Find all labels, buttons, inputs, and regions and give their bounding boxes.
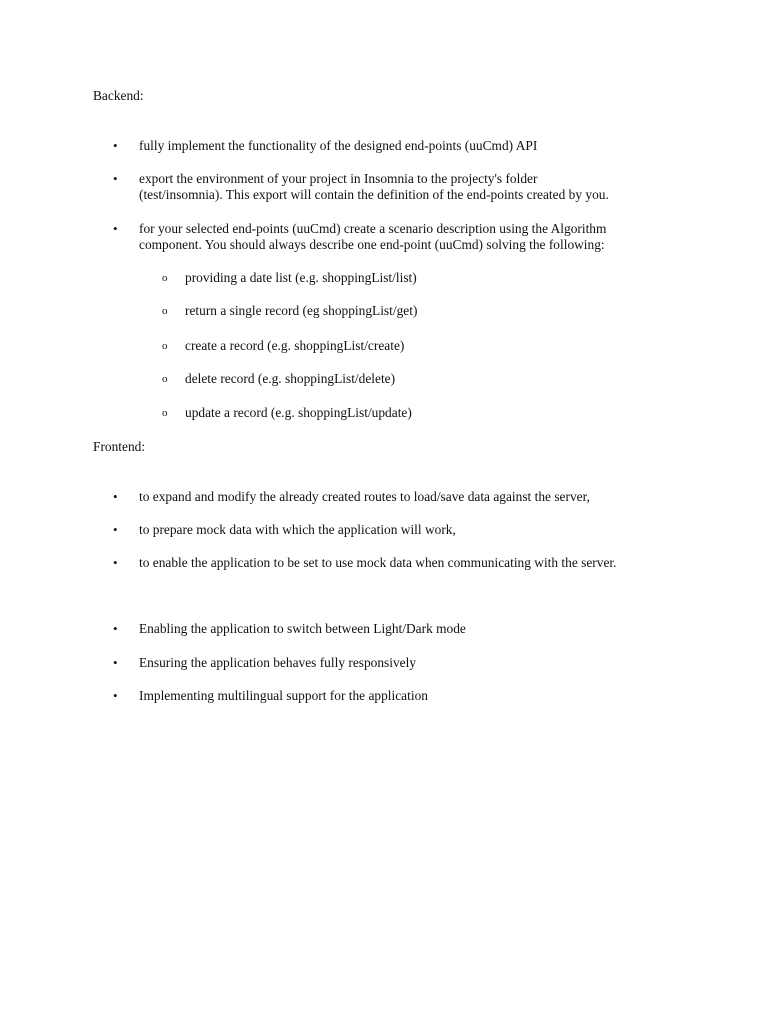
sub-bullet-icon: o [162,272,168,284]
sub-bullet-icon: o [162,373,168,385]
backend-heading: Backend: [93,88,144,103]
sub-item-update: update a record (e.g. shoppingList/update) [185,405,412,420]
backend-item-3-line-2: component. You should always describe one end-point (uuCmd) solving the following: [139,237,605,252]
bullet-icon: • [113,522,118,537]
bullet-icon: • [113,655,118,670]
sub-item-list: providing a date list (e.g. shoppingList/list) [185,270,417,285]
frontend-item-3: to enable the application to be set to use mock data when communicating with the server. [139,555,617,570]
backend-item-2-line-1: export the environment of your project in Insomnia to the projecty's folder [139,171,538,186]
extra-item-1: Enabling the application to switch between Light/Dark mode [139,621,466,636]
bullet-icon: • [113,138,118,153]
bullet-icon: • [113,555,118,570]
bullet-icon: • [113,171,118,186]
sub-bullet-icon: o [162,340,168,352]
extra-item-2: Ensuring the application behaves fully responsively [139,655,417,670]
bullet-icon: • [113,688,118,703]
sub-item-get: return a single record (eg shoppingList/get) [185,303,418,318]
backend-item-2-line-2: (test/insomnia). This export will contain the definition of the end-points created by you. [139,187,609,202]
bullet-icon: • [113,489,118,504]
bullet-icon: • [113,221,118,236]
sub-item-delete: delete record (e.g. shoppingList/delete) [185,371,396,386]
backend-item-3 [139,221,699,253]
frontend-heading: Frontend: [93,439,146,454]
backend-item-1: fully implement the functionality of the designed end-points (uuCmd) API [139,138,538,153]
sub-item-create: create a record (e.g. shoppingList/create) [185,338,405,353]
backend-item-3-line-1: for your selected end-points (uuCmd) create a scenario description using the Algorithm [139,221,607,236]
extra-item-3: Implementing multilingual support for the application [139,688,428,703]
frontend-item-2: to prepare mock data with which the application will work, [139,522,456,537]
backend-item-2 [139,171,699,203]
sub-bullet-icon: o [162,407,168,419]
bullet-icon: • [113,621,118,636]
sub-bullet-icon: o [162,305,168,317]
frontend-item-1: to expand and modify the already created routes to load/save data against the server, [139,489,590,504]
